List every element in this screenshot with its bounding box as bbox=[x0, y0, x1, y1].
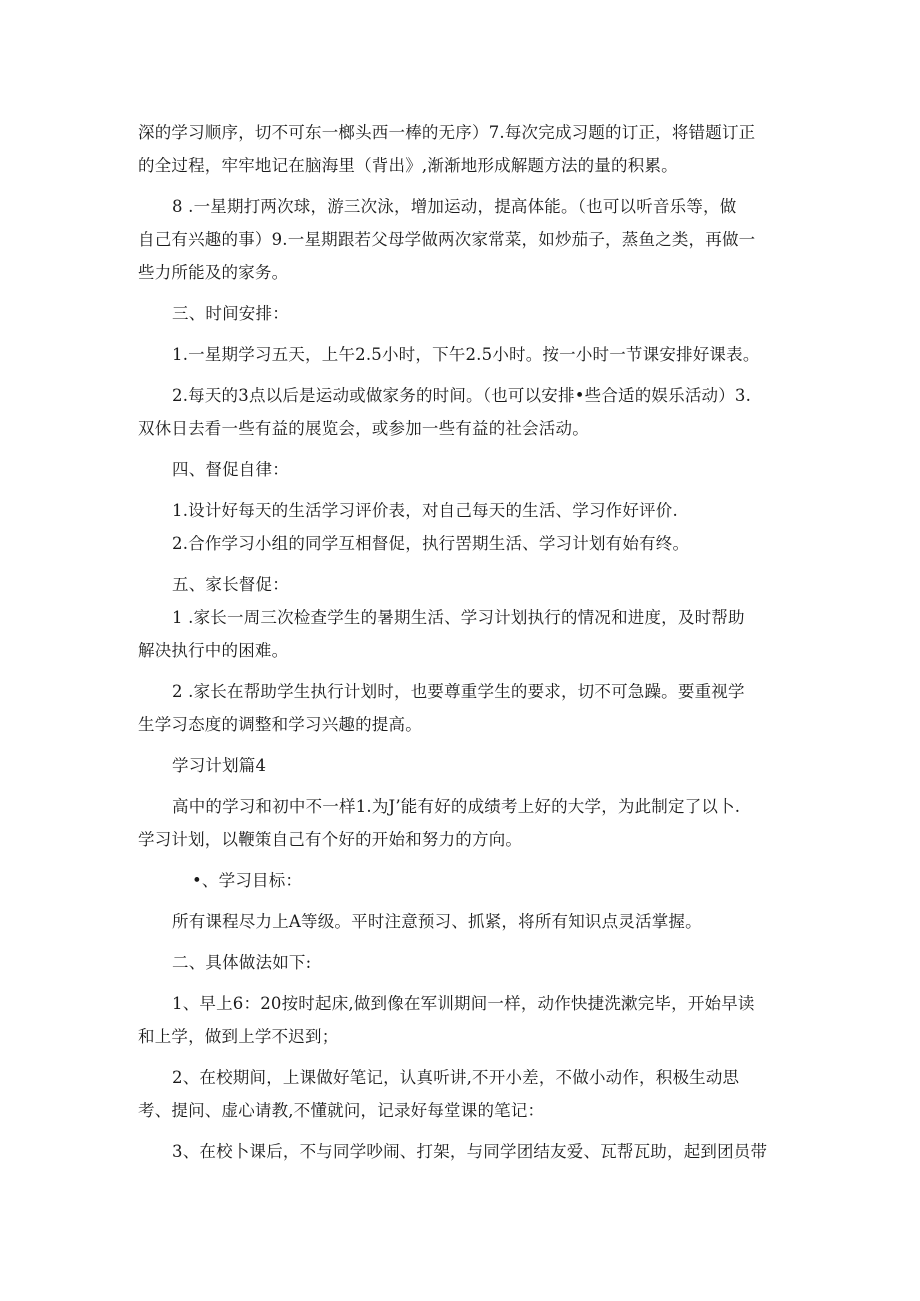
text-line-28: 3、在校卜课后，不与同学吵闹、打架，与同学团结友爱、瓦帮瓦助，起到团员带 bbox=[172, 1142, 768, 1161]
section-heading-methods: 二、具体做法如下: bbox=[172, 953, 312, 972]
text-line-27: 考、提问、虚心请教,不懂就问，记录好每堂课的笔记： bbox=[138, 1101, 545, 1120]
section-heading-parent: 五、家长督促： bbox=[172, 575, 289, 594]
section-heading-goal: •、学习目标： bbox=[192, 871, 303, 890]
text-line-17: 生学习态度的调整和学习兴趣的提高。 bbox=[138, 715, 422, 734]
text-line-8: 2.每天的3点以后是运动或做家务的时间。（也可以安排•些合适的娱乐活动）3. bbox=[172, 386, 752, 405]
text-line-1: 深的学习顺序，切不可东一榔头西一棒的无序）7.每次完成习题的订正，将错题订正 bbox=[138, 123, 756, 142]
text-line-12: 2.合作学习小组的同学互相督促，执行罟期生活、学习计划有始有终。 bbox=[172, 534, 690, 553]
text-line-5: 些力所能及的家务。 bbox=[138, 263, 289, 282]
text-line-15: 解决执行中的困难。 bbox=[138, 641, 289, 660]
text-line-19: 高中的学习和初中不一样1.为J’能有好的成绩考上好的大学，为此制定了以卜. bbox=[172, 797, 741, 816]
text-line-16: 2 .家长在帮助学生执行计划时，也要尊重学生的要求，切不可急躁。要重视学 bbox=[172, 682, 745, 701]
text-line-20: 学习计划，以鞭策自己有个好的开始和努力的方向。 bbox=[138, 830, 523, 849]
text-line-2: 的全过程，牢牢地记在脑海里（背出》,渐渐地形成解题方法的量的积累。 bbox=[138, 156, 678, 175]
chapter-title: 学习计划篇4 bbox=[172, 756, 267, 775]
text-line-25: 和上学，做到上学不迟到； bbox=[138, 1027, 339, 1046]
text-line-11: 1.设计好每天的生活学习评价表，对自己每天的生活、学习作好评价. bbox=[172, 501, 678, 520]
text-line-3: 8 .一星期打两次球，游三次泳，增加运动，提高体能。（也可以听音乐等，做 bbox=[172, 197, 737, 216]
text-line-4: 自己有兴趣的事）9.一星期跟若父母学做两次家常菜，如炒茄子，蒸鱼之类，再做一 bbox=[138, 230, 756, 249]
section-heading-self-discipline: 四、督促自律： bbox=[172, 460, 289, 479]
text-line-7: 1.一星期学习五天，上午2.5小时，下午2.5小时。按一小时一节课安排好课表。 bbox=[172, 345, 760, 364]
text-line-22: 所有课程尽力上A等级。平时注意预习、抓紧，将所有知识点灵活掌握。 bbox=[172, 912, 702, 931]
text-line-24: 1、早上6：20按时起床,做到像在军训期间一样，动作快捷洗漱完毕，开始早读 bbox=[172, 994, 755, 1013]
section-heading-time: 三、时间安排： bbox=[172, 304, 289, 323]
text-line-14: 1 .家长一周三次检查学生的暑期生活、学习计划执行的情况和进度，及时帮助 bbox=[172, 608, 745, 627]
text-line-9: 双休日去看一些有益的展览会，或参加一些有益的社会活动。 bbox=[138, 419, 589, 438]
text-line-26: 2、在校期间，上课做好笔记，认真听讲,不开小差，不做小动作，积极生动思 bbox=[172, 1068, 740, 1087]
